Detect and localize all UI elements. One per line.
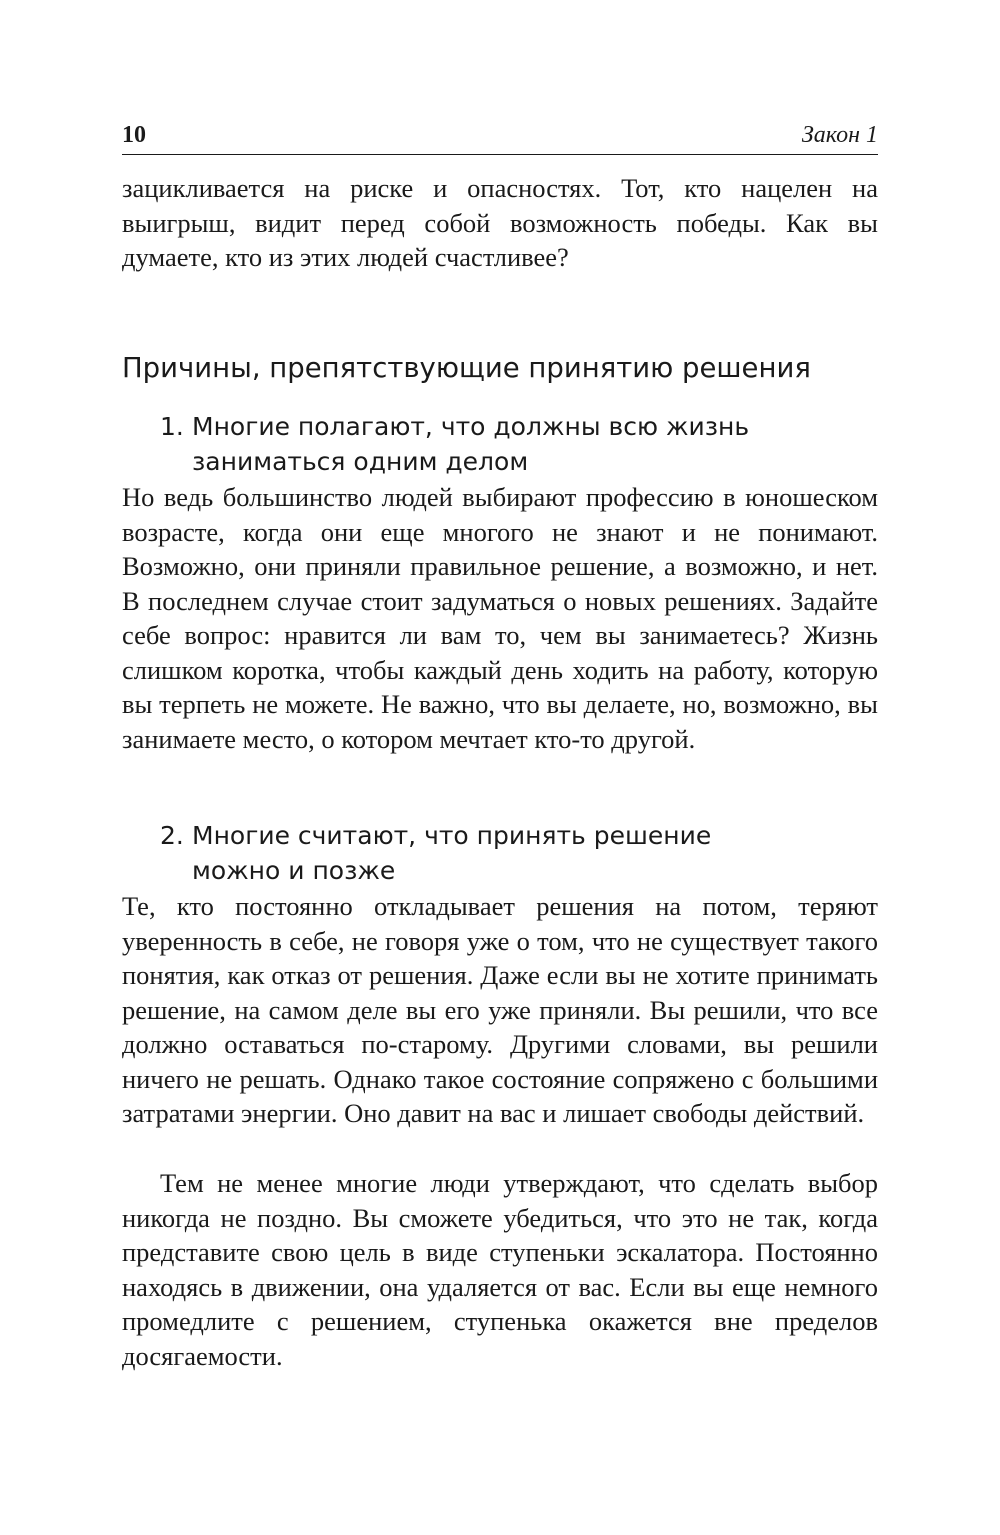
- intro-paragraph: зацикливается на риске и опасностях. Тот, кто нацелен на выигрыш, видит перед собой возможность победы. Как вы думаете, кто из этих людей счастливее?: [122, 173, 878, 272]
- body-paragraph: Те, кто постоянно откладывает решения на потом, теряют уверенность в себе, не говоря уже о том, что не существует такого понятия, как отказ от решения. Даже если вы не хотите принимать решение, на самом деле вы его уже приняли. Вы решили, что все должно оставаться по-старому. Другими словами, вы решили ничего не решать. Однако такое состояние сопряжено с большими затратами энергии. Оно давит на вас и лишает свободы действий.: [122, 891, 878, 1128]
- body-paragraph: Тем не менее многие люди утверждают, что сделать выбор никогда не поздно. Вы сможете убедиться, что это не так, когда представите свою цель в виде ступеньки эскалатора. Постоянно находясь в движении, она удаляется от вас. Если вы еще немного промедлите с решением, ступенька окажется вне пределов досягаемости.: [122, 1168, 878, 1371]
- list-item-number: 1.: [160, 412, 184, 441]
- list-item-heading-1: [160, 409, 860, 479]
- list-item-heading-line: можно и позже: [192, 856, 396, 885]
- book-page: [122, 0, 878, 1535]
- list-item-heading-line: заниматься одним делом: [192, 447, 529, 476]
- chapter-label: Закон 1: [801, 122, 878, 148]
- list-item-heading-2: [160, 818, 860, 888]
- running-header: [122, 120, 878, 155]
- page-number: 10: [122, 122, 146, 148]
- list-item-heading-line: Многие считают, что принять решение: [192, 821, 712, 850]
- body-paragraph: Но ведь большинство людей выбирают профессию в юношеском возрасте, когда они еще многого не знают и не понимают. Возможно, они приняли правильное решение, а возможно, и нет. В последнем случае стоит задуматься о новых решениях. Задайте себе вопрос: нравится ли вам то, чем вы занимаетесь? Жизнь слишком коротка, чтобы каждый день ходить на работу, которую вы терпеть не можете. Не важно, что вы делаете, но, возможно, вы занимаете место, о котором мечтает кто-то другой.: [122, 482, 878, 754]
- list-item-number: 2.: [160, 821, 184, 850]
- list-item-heading-line: Многие полагают, что должны всю жизнь: [192, 412, 750, 441]
- section-title: Причины, препятствующие принятию решения: [122, 352, 811, 384]
